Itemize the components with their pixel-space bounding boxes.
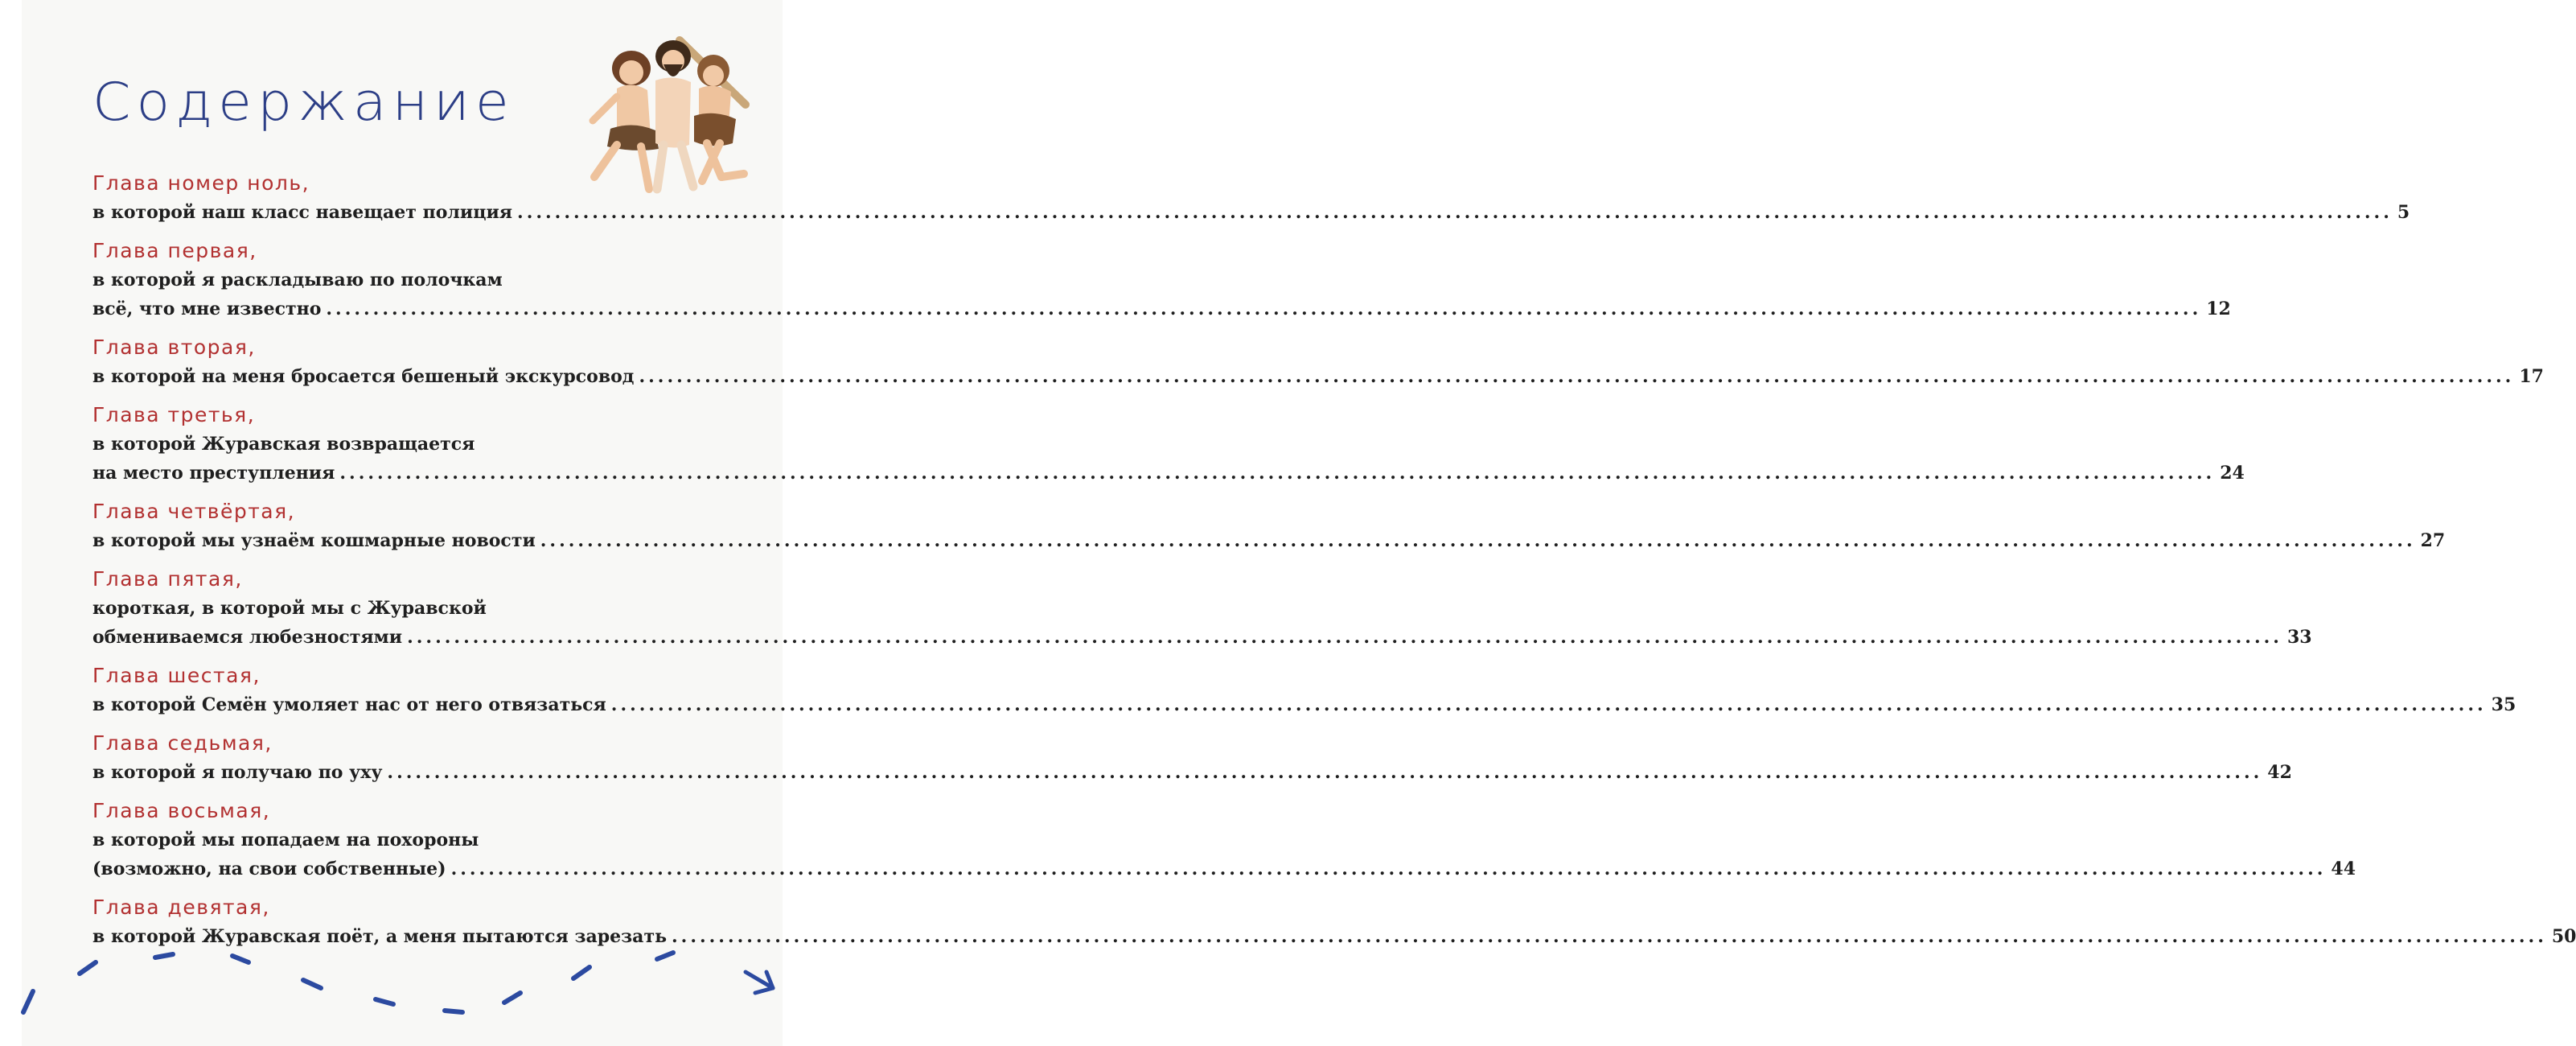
page-number: 35 bbox=[2491, 694, 2516, 715]
chapter-description: в которой я получаю по уху bbox=[92, 762, 383, 783]
page-number: 50 bbox=[2551, 926, 2576, 947]
chapter-description: короткая, в которой мы с Журавской bbox=[92, 598, 487, 619]
chapter-description-line bbox=[92, 430, 748, 459]
dot-leader: ........................................................................................................................................................................................................ bbox=[407, 627, 2282, 648]
toc-entry bbox=[92, 401, 2245, 488]
toc-entry bbox=[92, 237, 2231, 323]
chapter-description-line bbox=[92, 855, 2356, 883]
chapter-description: в которой я раскладываю по полочкам bbox=[92, 270, 503, 290]
chapter-description: всё, что мне известно bbox=[92, 299, 322, 319]
book-page bbox=[22, 0, 2576, 1046]
dot-leader: ........................................................................................................................................................................................................ bbox=[387, 762, 2263, 783]
chapter-title: Глава первая, bbox=[92, 239, 257, 262]
page-number: 5 bbox=[2397, 202, 2410, 223]
chapter-description-line bbox=[92, 294, 2231, 323]
chapter-description-line bbox=[92, 690, 2516, 719]
dot-leader: ........................................................................................................................................................................................................ bbox=[610, 694, 2487, 715]
chapter-title: Глава третья, bbox=[92, 403, 256, 426]
page-number: 12 bbox=[2206, 299, 2231, 319]
dot-leader: ........................................................................................................................................................................................................ bbox=[639, 366, 2515, 387]
dot-leader: ........................................................................................................................................................................................................ bbox=[672, 926, 2547, 947]
dot-leader: ........................................................................................................................................................................................................ bbox=[517, 202, 2393, 223]
page-number: 42 bbox=[2267, 762, 2292, 783]
chapter-description-line bbox=[92, 826, 748, 855]
toc-entry bbox=[92, 661, 2516, 719]
chapter-description-line bbox=[92, 362, 2544, 391]
page-number: 24 bbox=[2220, 463, 2245, 484]
chapter-description-line bbox=[92, 594, 748, 623]
page-number: 17 bbox=[2519, 366, 2544, 387]
dot-leader: ........................................................................................................................................................................................................ bbox=[339, 463, 2216, 484]
chapter-description: на место преступления bbox=[92, 463, 335, 484]
dot-leader: ........................................................................................................................................................................................................ bbox=[540, 530, 2416, 551]
chapter-description-line bbox=[92, 198, 2410, 227]
chapter-title: Глава пятая, bbox=[92, 567, 243, 591]
arrow-down-right-icon bbox=[746, 972, 773, 993]
chapter-description-line bbox=[92, 459, 2245, 488]
toc-entry bbox=[92, 333, 2544, 391]
chapter-title: Глава восьмая, bbox=[92, 799, 271, 822]
chapter-title: Глава четвёртая, bbox=[92, 500, 296, 523]
toc-entry bbox=[92, 497, 2446, 555]
chapter-description: в которой мы попадаем на похороны bbox=[92, 830, 479, 850]
toc-entry bbox=[92, 729, 2292, 787]
chapter-description-line bbox=[92, 526, 2446, 555]
page-title: Содержание bbox=[92, 72, 515, 134]
dot-leader: ........................................................................................................................................................................................................ bbox=[450, 859, 2327, 879]
page-number: 44 bbox=[2331, 859, 2356, 879]
chapter-description: в которой мы узнаём кошмарные новости bbox=[92, 530, 536, 551]
chapter-title: Глава девятая, bbox=[92, 896, 270, 919]
toc-entry bbox=[92, 797, 2356, 883]
chapter-description: в которой Журавская возвращается bbox=[92, 434, 475, 455]
toc-entry bbox=[92, 169, 2410, 227]
chapter-description: в которой Семён умоляет нас от него отвязаться bbox=[92, 694, 606, 715]
decorative-dashed-path bbox=[22, 933, 783, 1022]
chapter-title: Глава шестая, bbox=[92, 664, 261, 687]
chapter-title: Глава седьмая, bbox=[92, 731, 273, 755]
chapter-description: в которой на меня бросается бешеный экскурсовод bbox=[92, 366, 635, 387]
chapter-title: Глава номер ноль, bbox=[92, 171, 310, 195]
chapter-description: (возможно, на свои собственные) bbox=[92, 859, 446, 879]
chapter-description: обмениваемся любезностями bbox=[92, 627, 403, 648]
page-number: 27 bbox=[2420, 530, 2446, 551]
chapter-description: в которой наш класс навещает полиция bbox=[92, 202, 513, 223]
chapter-description-line bbox=[92, 266, 748, 294]
chapter-description: в которой Журавская поёт, а меня пытаются зарезать bbox=[92, 926, 668, 947]
toc-entry bbox=[92, 565, 2312, 652]
table-of-contents bbox=[92, 169, 2576, 961]
chapter-description-line bbox=[92, 623, 2312, 652]
chapter-title: Глава вторая, bbox=[92, 336, 256, 359]
page-number: 33 bbox=[2286, 627, 2312, 648]
chapter-description-line bbox=[92, 758, 2292, 787]
dot-leader: ........................................................................................................................................................................................................ bbox=[326, 299, 2202, 319]
